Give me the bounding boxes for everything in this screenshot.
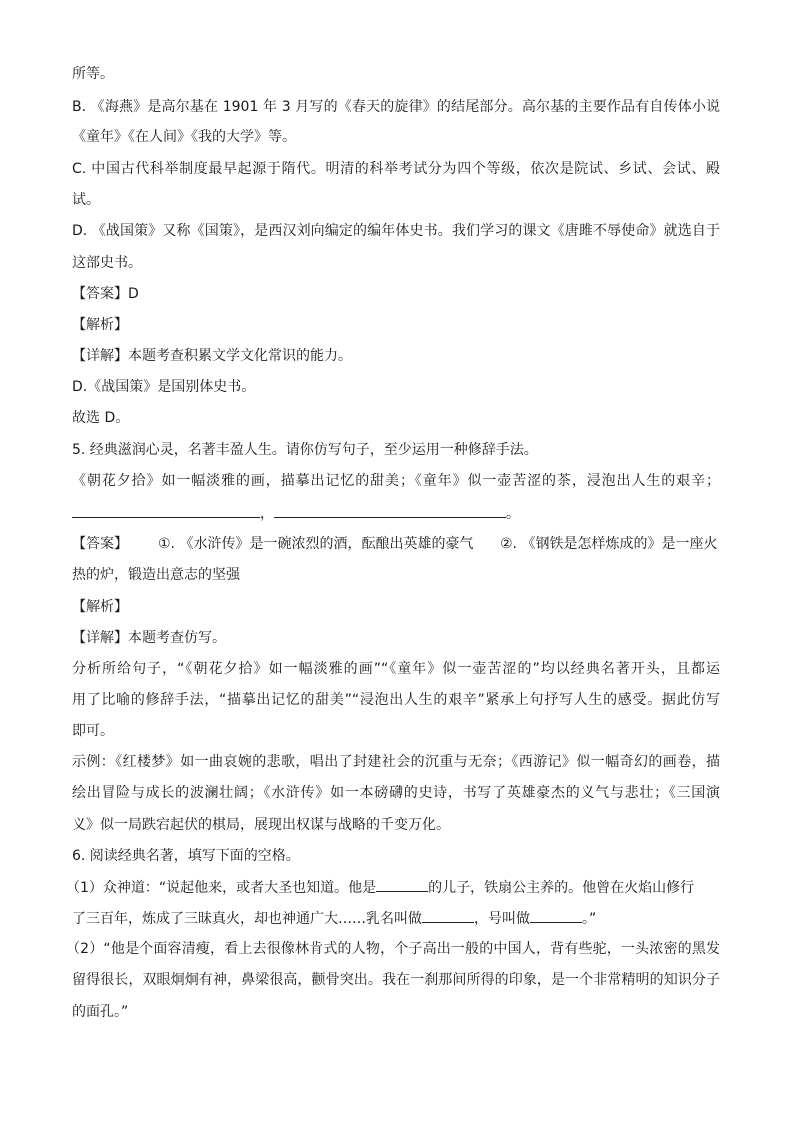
analysis-heading: 【解析】 (72, 599, 128, 615)
text-line: 故选 D。 (72, 410, 130, 426)
option-b-line-1: B. 《海燕》是高尔基在 1901 年 3 月写的《春天的旋律》的结尾部分。高尔基的主要作品有自传体小说 (72, 99, 720, 115)
text-line: D.《战国策》是国别体史书。 (72, 379, 256, 395)
text-line: 即可。 (72, 723, 114, 739)
analysis-heading: 【解析】 (72, 317, 128, 333)
question-6-2-line-2: 留得很长，双眼炯炯有神，鼻梁很高，颧骨突出。我在一刹那间所得的印象，是一个非常精明的知识分子 (72, 972, 720, 988)
example-line-3: 义》似一局跌宕起伏的棋局，展现出权谋与战略的千变万化。 (72, 817, 450, 833)
question-6-2-line-3: 的面孔。” (72, 1004, 129, 1020)
answer-blank[interactable] (530, 908, 582, 923)
detail-line: 【详解】本题考查积累文学文化常识的能力。 (72, 348, 352, 364)
text-line: 用了比喻的修辞手法，“描摹出记忆的甜美”“浸泡出人生的艰辛”紧承上句抒写人生的感受。据此仿写 (72, 692, 720, 708)
question-5-example: 《朝花夕拾》如一幅淡雅的画，描摹出记忆的甜美；《童年》似一壶苦涩的茶，浸泡出人生的艰辛； (72, 473, 720, 489)
question-5-prompt: 5. 经典滋润心灵，名著丰盈人生。请你仿写句子，至少运用一种修辞手法。 (72, 442, 538, 458)
detail-line: 【详解】本题考查仿写。 (72, 630, 226, 646)
option-d-line-2: 这部史书。 (72, 255, 142, 271)
answer-blank[interactable] (422, 908, 474, 923)
answer-option-2: ②. 《钢铁是怎样炼成的》是一座火 (500, 536, 718, 552)
text-line: 分析所给句子，“《朝花夕拾》如一幅淡雅的画”“《童年》似一壶苦涩的”均以经典名著开头，且都运 (72, 661, 720, 677)
answer-option-1: ①. 《水浒传》是一碗浓烈的酒，酝酿出英雄的豪气 (158, 536, 474, 552)
question-6-1-line-2: 了三百年，炼成了三昧真火，却也神通广大……乳名叫做 ，号叫做 。” (72, 908, 596, 929)
answer-option-2-cont: 热的炉，锻造出意志的坚强 (72, 567, 240, 583)
option-c-line-1: C. 中国古代科举制度最早起源于隋代。明清的科举考试分为四个等级，依次是院试、乡试、会试、殿 (72, 161, 720, 177)
example-line-1: 示例：《红楼梦》如一曲哀婉的悲歌，唱出了封建社会的沉重与无奈；《西游记》似一幅奇幻的画卷，描 (72, 754, 720, 770)
answer-line: 【答案】D (72, 286, 139, 302)
option-c-line-2: 试。 (72, 192, 100, 208)
option-b-line-2: 《童年》《在人间》《我的大学》等。 (72, 129, 296, 145)
question-6-2-line-1: （2）“他是个面容清瘦，看上去很像林肯式的人物，个子高出一般的中国人，背有些驼，一头浓密的黑发 (66, 941, 720, 957)
answer-blank[interactable] (376, 877, 428, 892)
answer-blank[interactable] (274, 503, 506, 518)
question-5-blanks: ， 。 (72, 503, 520, 524)
answer-blank[interactable] (72, 503, 260, 518)
example-line-2: 绘出冒险与成长的波澜壮阔；《水浒传》如一本磅礴的史诗，书写了英雄豪杰的义气与悲壮；《三国演 (72, 785, 720, 801)
question-6-prompt: 6. 阅读经典名著，填写下面的空格。 (72, 848, 300, 864)
question-6-1-line-1: （1）众神道：“说起他来，或者大圣也知道。他是 的儿子，铁扇公主养的。他曾在火焰山修行 (66, 877, 694, 898)
option-d-line-1: D. 《战国策》又称《国策》，是西汉刘向编定的编年体史书。我们学习的课文《唐雎不辱使命》就选自于 (72, 223, 720, 239)
answer-label: 【答案】 (72, 536, 128, 552)
text-line: 所等。 (72, 66, 114, 82)
